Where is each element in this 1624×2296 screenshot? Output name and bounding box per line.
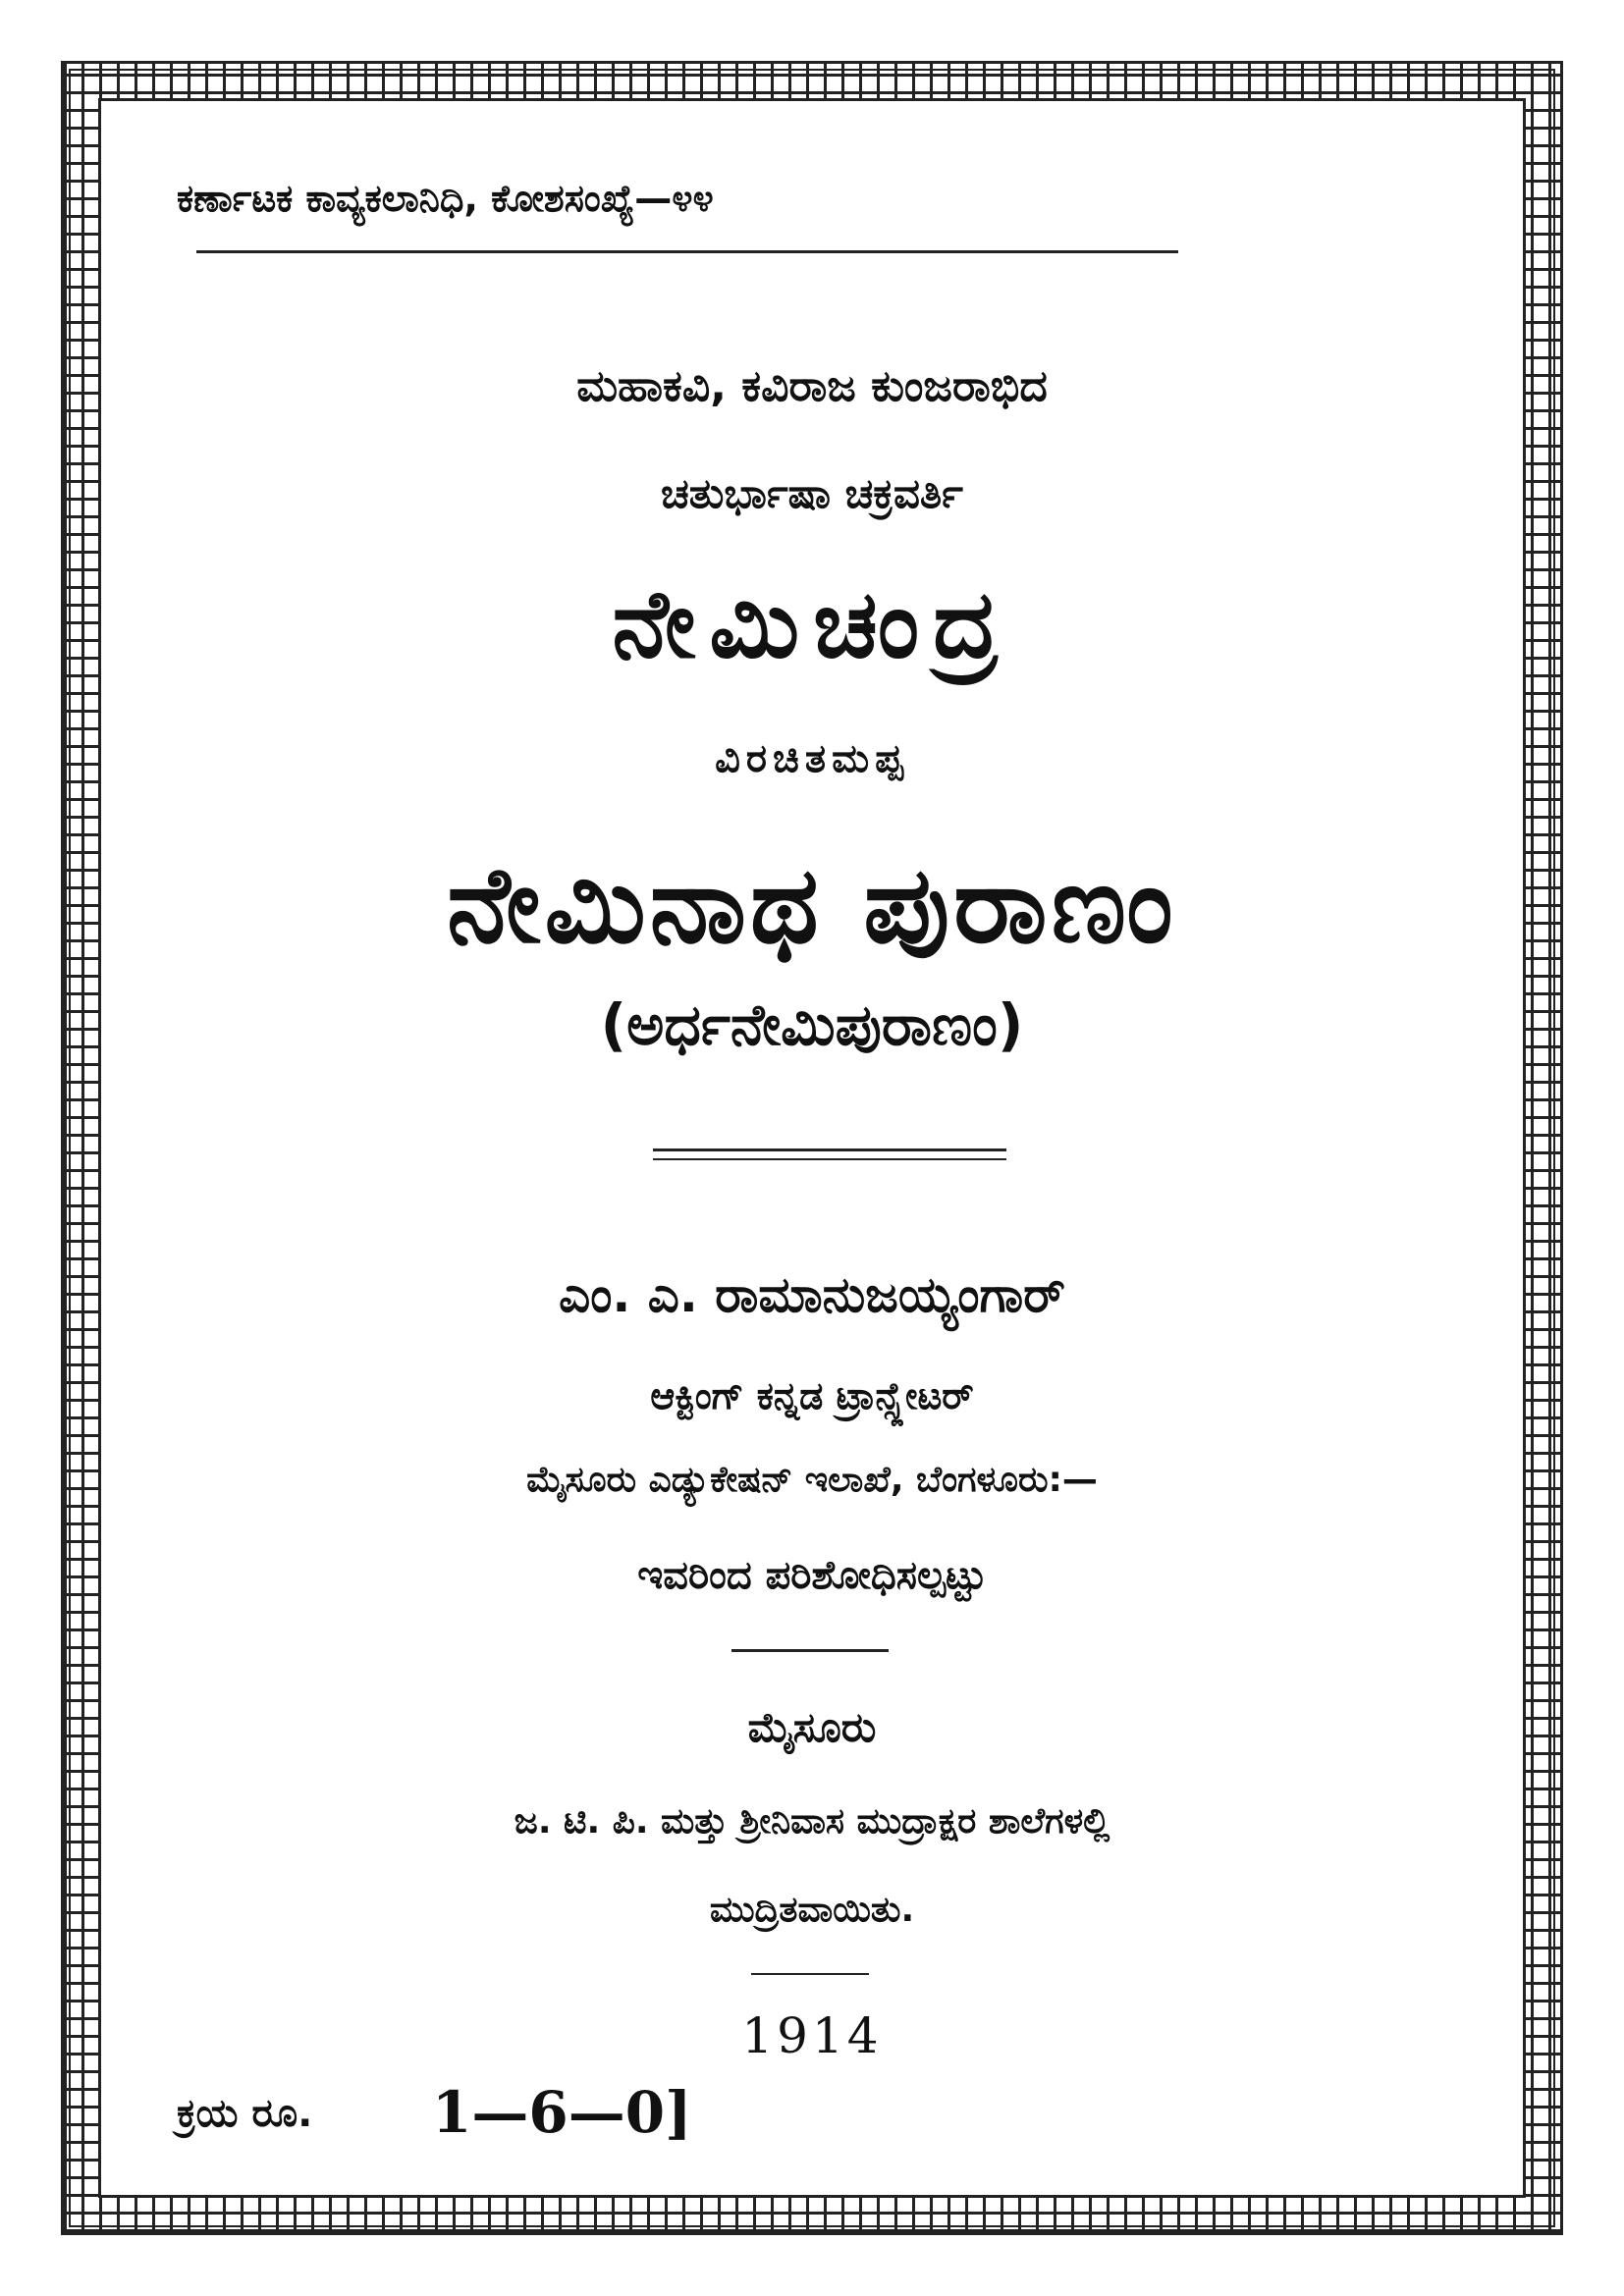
divider-rule-small [751, 1973, 869, 1975]
editor-role: ಆಕ್ಟಿಂಗ್ ಕನ್ನಡ ಟ್ರಾನ್ಸ್ಲೇಟರ್ [650, 1374, 974, 1417]
divider-rule-top [653, 1148, 1006, 1151]
series-underline [196, 250, 1178, 253]
edited-note: ಇವರಿಂದ ಪರಿಶೋಧಿಸಲ್ಪಟ್ಟು [637, 1553, 987, 1598]
editor-name: ಎಂ. ಎ. ರಾಮಾನುಜಯ್ಯಂಗಾರ್ [559, 1266, 1065, 1323]
price-value: 1—6—0] [432, 2079, 692, 2146]
author-epithet: ಮಹಾಕವಿ, ಕವಿರಾಜ ಕುಂಜರಾಭಿದ [576, 361, 1048, 411]
composed-by: ವಿರಚಿತಮಪ್ಪ [715, 736, 909, 781]
year: 1914 [741, 2007, 883, 2064]
book-title: ನೇಮಿನಾಥ ಪುರಾಣಂ [447, 844, 1177, 967]
price-label: ಕ್ರಯ ರೂ. [177, 2091, 313, 2136]
editor-office: ಮೈಸೂರು ಎಡ್ಯುಕೇಷನ್ ಇಲಾಖೆ, ಬೆಂಗಳೂರು:— [526, 1460, 1098, 1500]
divider-rule-bottom [653, 1158, 1006, 1160]
book-subtitle: (ಅರ್ಧನೇಮಿಪುರಾಣಂ) [600, 991, 1024, 1058]
press-line: ಜ. ಟಿ. ಪಿ. ಮತ್ತು ಶ್ರೀನಿವಾಸ ಮುದ್ರಾಕ್ಷರ ಶಾಲೆಗಳಲ್ಲಿ [514, 1801, 1110, 1842]
author-name: ನೇಮಿಚಂದ್ರ [612, 569, 1012, 679]
divider-rule-short [731, 1649, 889, 1652]
printed-note: ಮುದ್ರಿತವಾಯಿತು. [709, 1890, 915, 1930]
author-title: ಚತುರ್ಭಾಷಾ ಚಕ್ರವರ್ತಿ [661, 469, 963, 517]
place: ಮೈಸೂರು [747, 1703, 877, 1751]
series-line: ಕರ್ಣಾಟಕ ಕಾವ್ಯಕಲಾನಿಧಿ, ಕೋಶಸಂಖ್ಯೆ—೪೪ [177, 177, 714, 220]
